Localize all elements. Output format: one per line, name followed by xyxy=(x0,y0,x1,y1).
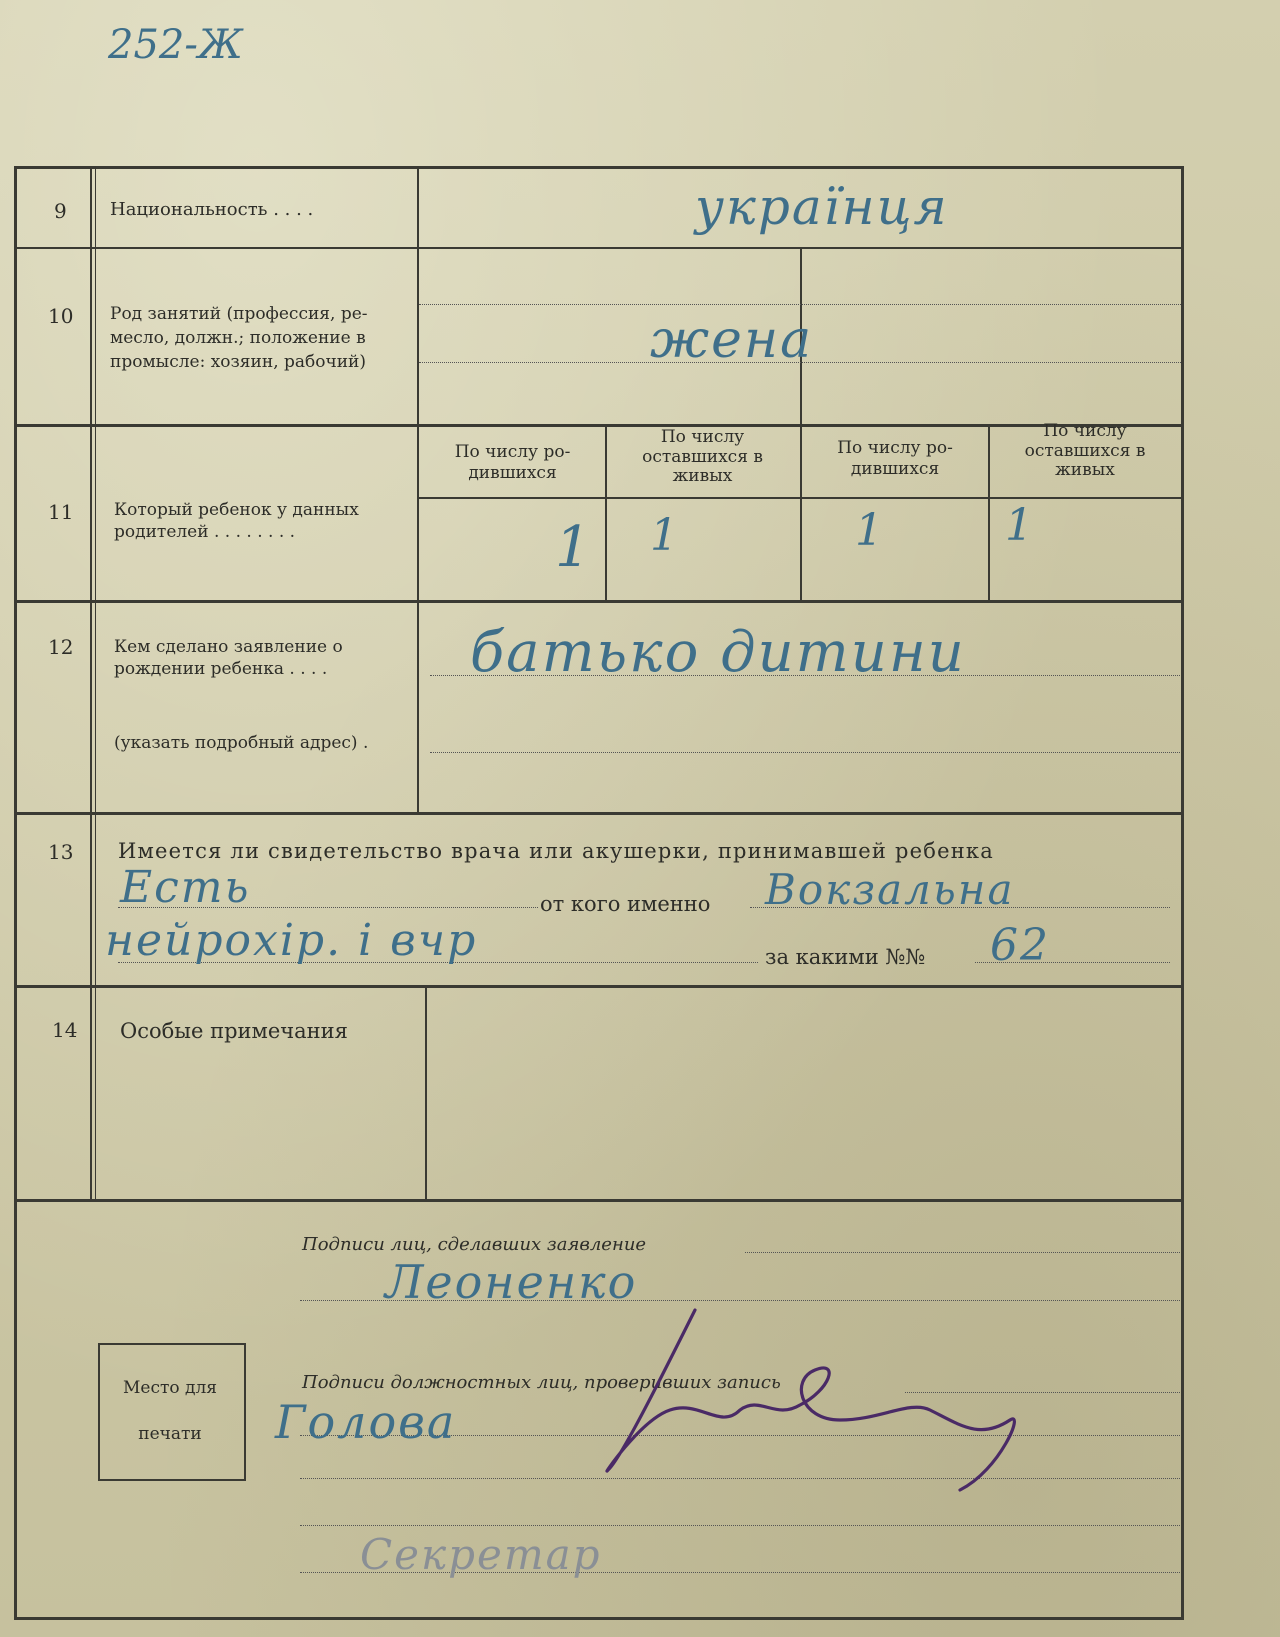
row-10-label-2: месло, должн.; положение в xyxy=(110,328,366,348)
row-divider-11-12 xyxy=(14,600,1184,603)
applicants-signature-label: Подписи лиц, сделавших заявление xyxy=(302,1234,647,1255)
row-13-answer-2: нейрохір. і вчр xyxy=(105,915,478,966)
row-13-number-value: 62 xyxy=(990,920,1050,971)
row-12-number: 12 xyxy=(48,635,74,659)
r11-header-line xyxy=(419,497,1181,499)
official-signature: Голова xyxy=(275,1395,457,1449)
row-13-question: Имеется ли свидетельство врача или акушерки, принимавшей ребенка xyxy=(118,839,994,863)
r11-col-a xyxy=(605,427,607,600)
label-col-line-b xyxy=(425,985,427,1199)
frame-bottom xyxy=(14,1617,1184,1620)
row-10-value: жена xyxy=(650,310,814,370)
applicant-signature: Леоненко xyxy=(385,1255,638,1309)
sign-line-6 xyxy=(300,1525,1180,1526)
row-10-label-1: Род занятий (профессия, ре- xyxy=(110,304,368,324)
row-divider-12-13 xyxy=(14,812,1184,815)
row-14-label: Особые примечания xyxy=(120,1019,348,1043)
r12-line-2 xyxy=(430,752,1180,753)
official-signature-2: Секретар xyxy=(360,1530,602,1579)
row-13-from-label: от кого именно xyxy=(540,892,711,916)
r11-header-2: По числу оставшихся в живых xyxy=(642,427,763,487)
label-col-line-a xyxy=(417,166,419,812)
r10-line-1 xyxy=(419,304,1181,305)
row-9-label: Национальность . . . . xyxy=(110,199,314,220)
row-11-number: 11 xyxy=(48,500,74,524)
number-col-line-2 xyxy=(95,166,96,1199)
sign-line-1 xyxy=(745,1252,1180,1253)
row-12-label-1: Кем сделано заявление о xyxy=(114,637,343,657)
r11-header-3: По числу ро- дившихся xyxy=(837,438,953,480)
row-12-value: батько дитини xyxy=(470,620,966,685)
number-col-line xyxy=(90,166,92,1199)
frame-left xyxy=(14,166,17,1620)
r11-header-1: По числу ро- дившихся xyxy=(454,442,571,484)
row-13-from-value: Вокзальна xyxy=(765,865,1015,914)
row-divider-14-sign xyxy=(14,1199,1184,1202)
stamp-place-line-2: печати xyxy=(138,1424,202,1444)
row-14-number: 14 xyxy=(52,1018,78,1042)
r11-value-1: 1 xyxy=(555,515,593,580)
row-9-value: українця xyxy=(695,178,949,236)
row-12-label-2: рождении ребенка . . . . xyxy=(114,659,328,679)
row-13-number: 13 xyxy=(48,840,74,864)
r11-value-3: 1 xyxy=(855,505,885,556)
frame-right xyxy=(1181,166,1184,1620)
row-10-number: 10 xyxy=(48,304,74,328)
row-13-number-label: за какими №№ xyxy=(765,945,926,969)
r11-value-2: 1 xyxy=(650,510,680,561)
row-13-answer-1: Есть xyxy=(120,862,251,913)
row-11-label-1: Который ребенок у данных xyxy=(114,500,359,520)
row-12-address-label: (указать подробный адрес) . xyxy=(114,733,369,753)
row-divider-9-10 xyxy=(14,247,1184,249)
r11-value-4: 1 xyxy=(1005,500,1035,551)
row-9-number: 9 xyxy=(54,199,67,223)
stamp-place-box xyxy=(98,1343,246,1481)
official-autograph-icon xyxy=(600,1300,1050,1500)
stamp-place-line-1: Место для xyxy=(122,1378,218,1398)
frame-top xyxy=(14,166,1184,169)
archive-mark: 252-Ж xyxy=(108,22,243,68)
split-col-line xyxy=(800,247,802,600)
row-10-label-3: промысле: хозяин, рабочий) xyxy=(110,352,367,372)
row-divider-13-14 xyxy=(14,985,1184,988)
officials-signature-label: Подписи должностных лиц, проверивших запись xyxy=(302,1372,781,1393)
row-11-label-2: родителей . . . . . . . . xyxy=(114,522,296,542)
r11-header-4: По числу оставшихся в живых xyxy=(1024,421,1146,481)
